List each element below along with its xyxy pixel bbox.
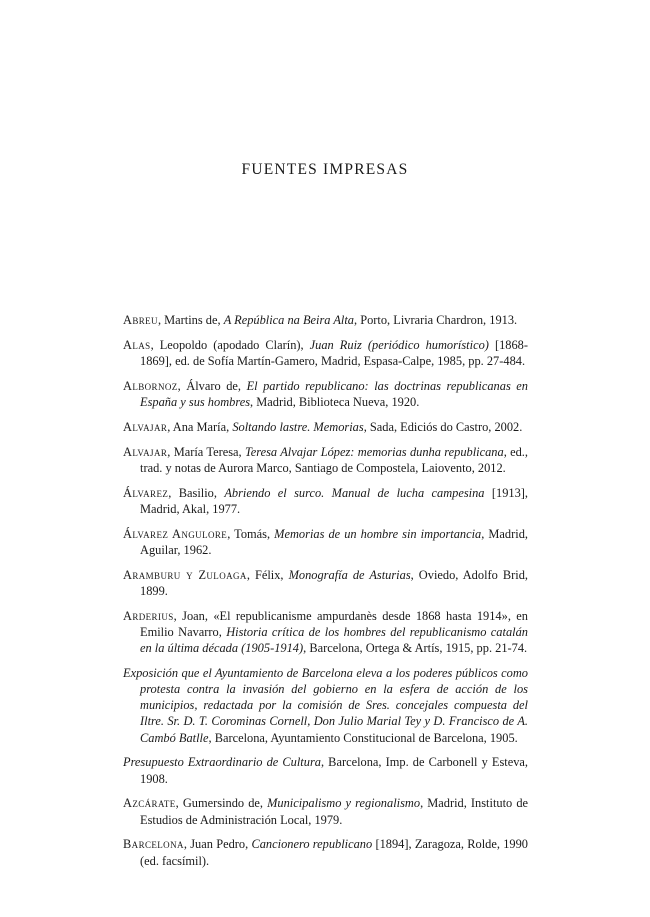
entry-title: Abriendo el surco. Manual de lucha campesina	[224, 485, 485, 500]
entry-author: Albornoz	[123, 378, 178, 393]
entry-text: , ed., trad. y notas de Aurora Marco, Santiago de Compostela, Laiovento, 2012.	[140, 444, 529, 475]
entry-text: [1868-1869], ed. de Sofía Martín-Gamero, Madrid, Espasa-Calpe, 1985, pp. 27-484.	[140, 337, 528, 368]
entry-title: Exposición que el Ayuntamiento de Barcelona eleva a los poderes públicos como protesta contra la invasión del gobierno en la esfera de acción de los municipios, redactada por la comisión de Sres. concejales compuesta del Iltre. Sr. D. T. Corominas Cornell, Don Julio Marial Tey y D. Francisco de A. Cambó Batlle	[123, 665, 528, 745]
bibliography-entry	[123, 419, 528, 435]
bibliography-entry	[123, 444, 528, 476]
entry-text: , Barcelona, Ayuntamiento Constitucional de Barcelona, 1905.	[208, 730, 518, 745]
entry-author: Alvajar	[123, 419, 168, 434]
entry-title: Soltando lastre. Memorias	[232, 419, 364, 434]
entry-author: Álvarez	[123, 485, 169, 500]
entry-author: Alvajar	[123, 444, 168, 459]
entry-text: , Sada, Ediciós do Castro, 2002.	[363, 419, 523, 434]
entry-title: Memorias de un hombre sin importancia	[274, 526, 482, 541]
bibliography-entry	[123, 526, 528, 558]
entry-text: , Barcelona, Imp. de Carbonell y Esteva, 1908.	[140, 755, 528, 786]
entry-title: Historia crítica de los hombres del republicanismo catalán en la última década (1905-1914)	[140, 624, 528, 655]
entry-text: , Barcelona, Ortega & Artís, 1915, pp. 21-74.	[303, 641, 528, 655]
entry-text: , Gumersindo de,	[175, 796, 268, 811]
entry-text: , Ana María,	[167, 419, 233, 434]
entry-text: , Martins de,	[157, 313, 224, 327]
entry-text: [1913], Madrid, Akal, 1977.	[140, 485, 529, 516]
entry-title: Teresa Alvajar López: memorias dunha republicana	[244, 444, 504, 459]
entry-title: Municipalismo y regionalismo	[267, 796, 421, 811]
entry-text: , Leopoldo (apodado Clarín),	[150, 337, 310, 352]
bibliography-entry	[123, 567, 528, 599]
entry-text: , Juan Pedro,	[183, 837, 252, 852]
entry-title: Cancionero republicano	[251, 837, 373, 852]
entry-text: , Tomás,	[227, 526, 275, 541]
entry-text: , María Teresa,	[167, 444, 245, 459]
entry-author: Aramburu y Zuloaga	[123, 567, 247, 582]
entry-author: Arderius	[123, 608, 174, 623]
bibliography-entry	[123, 795, 528, 827]
bibliography-entry	[123, 312, 528, 328]
entry-text: , Joan, «El republicanisme ampurdanès desde 1868 hasta 1914», en Emilio Navarro,	[140, 608, 528, 639]
entry-author: Abreu	[123, 313, 158, 327]
entry-text: , Porto, Livraria Chardron, 1913.	[354, 313, 518, 327]
page-title: FUENTES IMPRESAS	[241, 161, 409, 178]
entry-text: , Álvaro de,	[177, 378, 247, 393]
entry-author: Álvarez Angulore	[123, 526, 228, 541]
bibliography-entry	[123, 836, 528, 868]
entry-title: A República na Beira Alta	[223, 313, 355, 327]
entry-text: [1894], Zaragoza, Rolde, 1990 (ed. facsímil).	[140, 837, 528, 868]
entry-author: Alas	[123, 337, 151, 352]
entry-text: , Basilio,	[168, 485, 225, 500]
bibliography-entry	[123, 754, 528, 786]
entry-title: Monografía de Asturias	[288, 567, 411, 582]
bibliography-entry	[123, 378, 528, 410]
bibliography-entry	[123, 608, 528, 657]
entry-title: El partido republicano: las doctrinas republicanas en España y sus hombres	[140, 378, 529, 409]
entry-title: Presupuesto Extraordinario de Cultura	[123, 755, 321, 770]
entry-text: , Félix,	[246, 567, 289, 582]
bibliography-entry	[123, 665, 528, 746]
entry-text: , Madrid, Instituto de Estudios de Administración Local, 1979.	[140, 796, 529, 827]
entry-text: , Madrid, Biblioteca Nueva, 1920.	[250, 395, 420, 409]
entry-text: , Madrid, Aguilar, 1962.	[140, 526, 528, 557]
entry-author: Azcárate	[123, 796, 176, 811]
entry-text: , Oviedo, Adolfo Brid, 1899.	[140, 567, 528, 598]
entry-title: Juan Ruiz (periódico humorístico)	[309, 337, 489, 352]
bibliography-entry	[123, 337, 528, 369]
bibliography-entry	[123, 485, 528, 517]
bibliography-list	[123, 312, 528, 877]
entry-author: Barcelona	[123, 837, 184, 852]
